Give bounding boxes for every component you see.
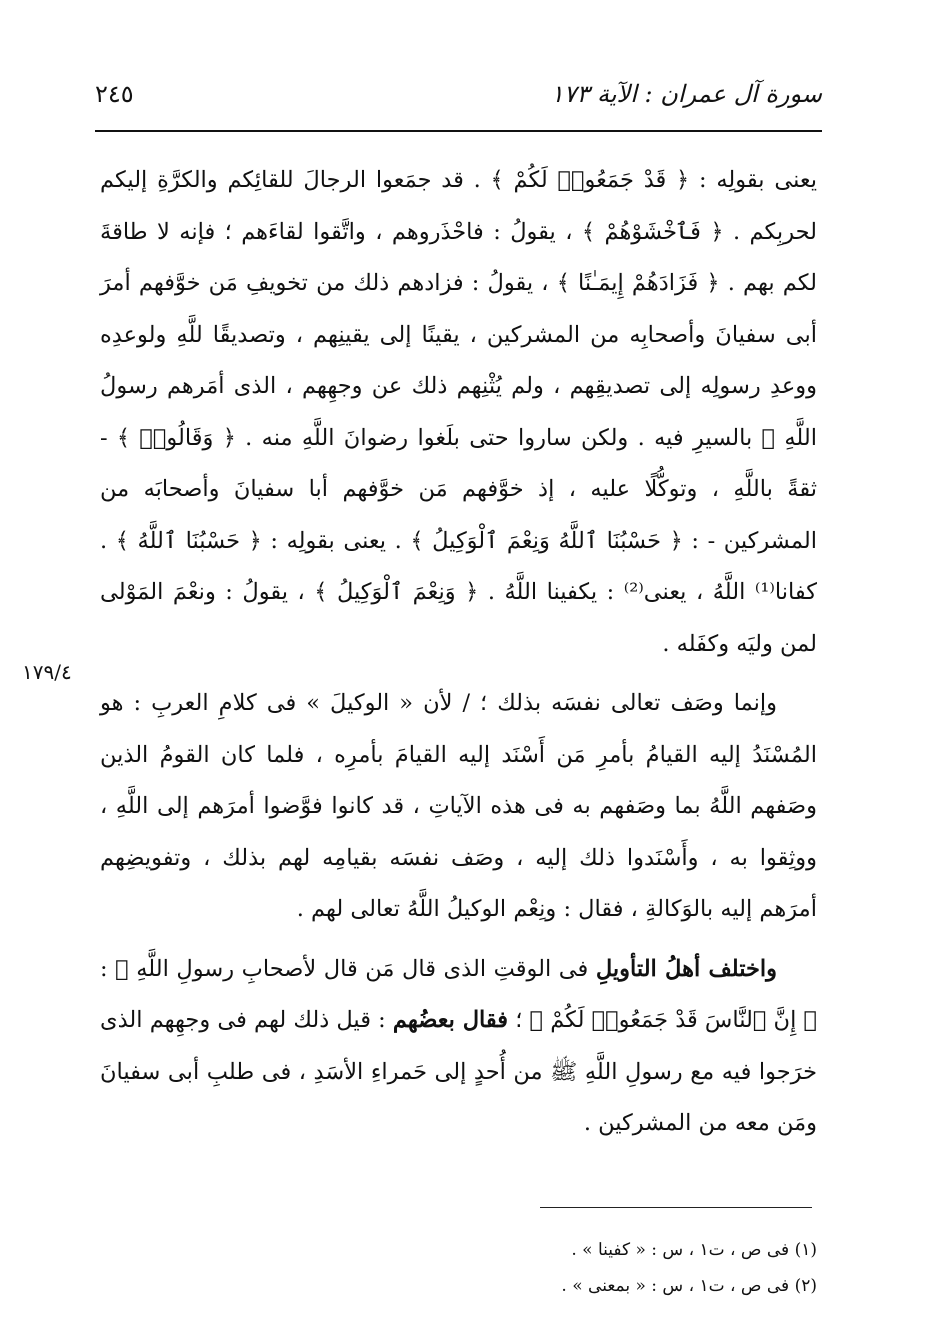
running-title: سورة آل عمران : الآية ١٧٣ [550, 80, 822, 108]
footnotes [100, 1232, 817, 1304]
paragraph-1: يعنى بقولِه : ﴿ قَدْ جَمَعُوا۟ لَكُمْ ﴾ . قد جمَعوا الرجالَ للقائِكم والكرَّةِ إليكم لحربِكم . ﴿ فَٱخْشَوْهُمْ ﴾ ، يقولُ : فاحْذَروهم ، واتَّقوا لقاءَهم ؛ فإنه لا طاقةَ لكم بهم . ﴿ فَزَادَهُمْ إِيمَـٰنًا ﴾ ، يقولُ : فزادهم ذلك من تخويفِ مَن خوَّفهم أمرَ أبى سفيانَ وأصحابِه من المشركين ، يقينًا إلى يقينِهم ، وتصديقًا للَّهِ ولوعدِه ووعدِ رسولِه إلى تصديقِهم ، ولم يُثْنِهم ذلك عن وجهِهم ، الذى أمَرهم رسولُ اللَّهِ ﷺ بالسيرِ فيه . ولكن ساروا حتى بلَغوا رضوانَ اللَّهِ منه . ﴿ وَقَالُوا۟ ﴾ - ثقةً باللَّهِ ، وتوكُّلًا عليه ، إذ خوَّفهم مَن خوَّفهم أبا سفيانَ وأصحابَه من المشركين - : ﴿ حَسْبُنَا ٱللَّهُ وَنِعْمَ ٱلْوَكِيلُ ﴾ . يعنى بقولِه : ﴿ حَسْبُنَا ٱللَّهُ ﴾ . كفانا⁽¹⁾ اللَّهُ ، يعنى⁽²⁾ : يكفينا اللَّهُ . ﴿ وَنِعْمَ ٱلْوَكِيلُ ﴾ ، يقولُ : ونعْمَ المَوْلى لمن وليَه وكفَله . [100, 167, 817, 657]
header-rule [95, 130, 822, 132]
paragraph-2: وإنما وصَف تعالى نفسَه بذلك ؛ / لأن « الوكيلَ » فى كلامِ العربِ : هو المُسْنَدُ إليه القيامُ بأمرِ مَن أَسْنَد إليه القيامَ بأمرِه ، فلما كان القومُ الذين وصَفهم اللَّهُ بما وصَفهم به فى هذه الآياتِ ، قد كانوا فوَّضوا أمرَهم إلى اللَّهِ ، ووثِقوا به ، وأَسْنَدوا ذلك إليه ، وصَف نفسَه بقيامِه لهم بذلك ، وتفويضِهم أمرَهم إليه بالوَكالةِ ، فقال : ونِعْم الوكيلُ اللَّهُ تعالى لهم . [100, 690, 817, 922]
paragraph-3-mid-bold: فقال بعضُهم [392, 1007, 509, 1033]
main-text [100, 155, 817, 1150]
paragraph-3-lead-rest: فى الوقتِ الذى قال مَن قال لأصحابِ رسولِ اللَّهِ ﷺ : ﴿ إِنَّ ٱلنَّاسَ قَدْ جَمَعُوا۟ لَكُمْ ﴾ ؛ [100, 955, 818, 1033]
margin-reference: ١٧٩/٤ [22, 660, 72, 684]
footnote-rule [540, 1207, 812, 1208]
footnote-2: (٢) فى ص ، ت١ ، س : « بمعنى » . [561, 1276, 817, 1296]
paragraph-3-lead-bold: واختلف أهلُ التأويلِ [595, 955, 778, 982]
page-header [95, 80, 822, 124]
paragraph-3 [100, 944, 817, 1150]
page-number: ٢٤٥ [95, 80, 134, 108]
paragraph-3-tail: : قيل ذلك لهم فى وجهِهم الذى خرَجوا فيه مع رسولِ اللَّهِ ﷺ من أُحدٍ إلى حَمراءِ الأسَدِ ، فى طلبِ أبى سفيانَ ومَن معه من المشركين . [100, 1007, 817, 1136]
footnote-1: (١) فى ص ، ت١ ، س : « كفينا » . [571, 1240, 817, 1260]
